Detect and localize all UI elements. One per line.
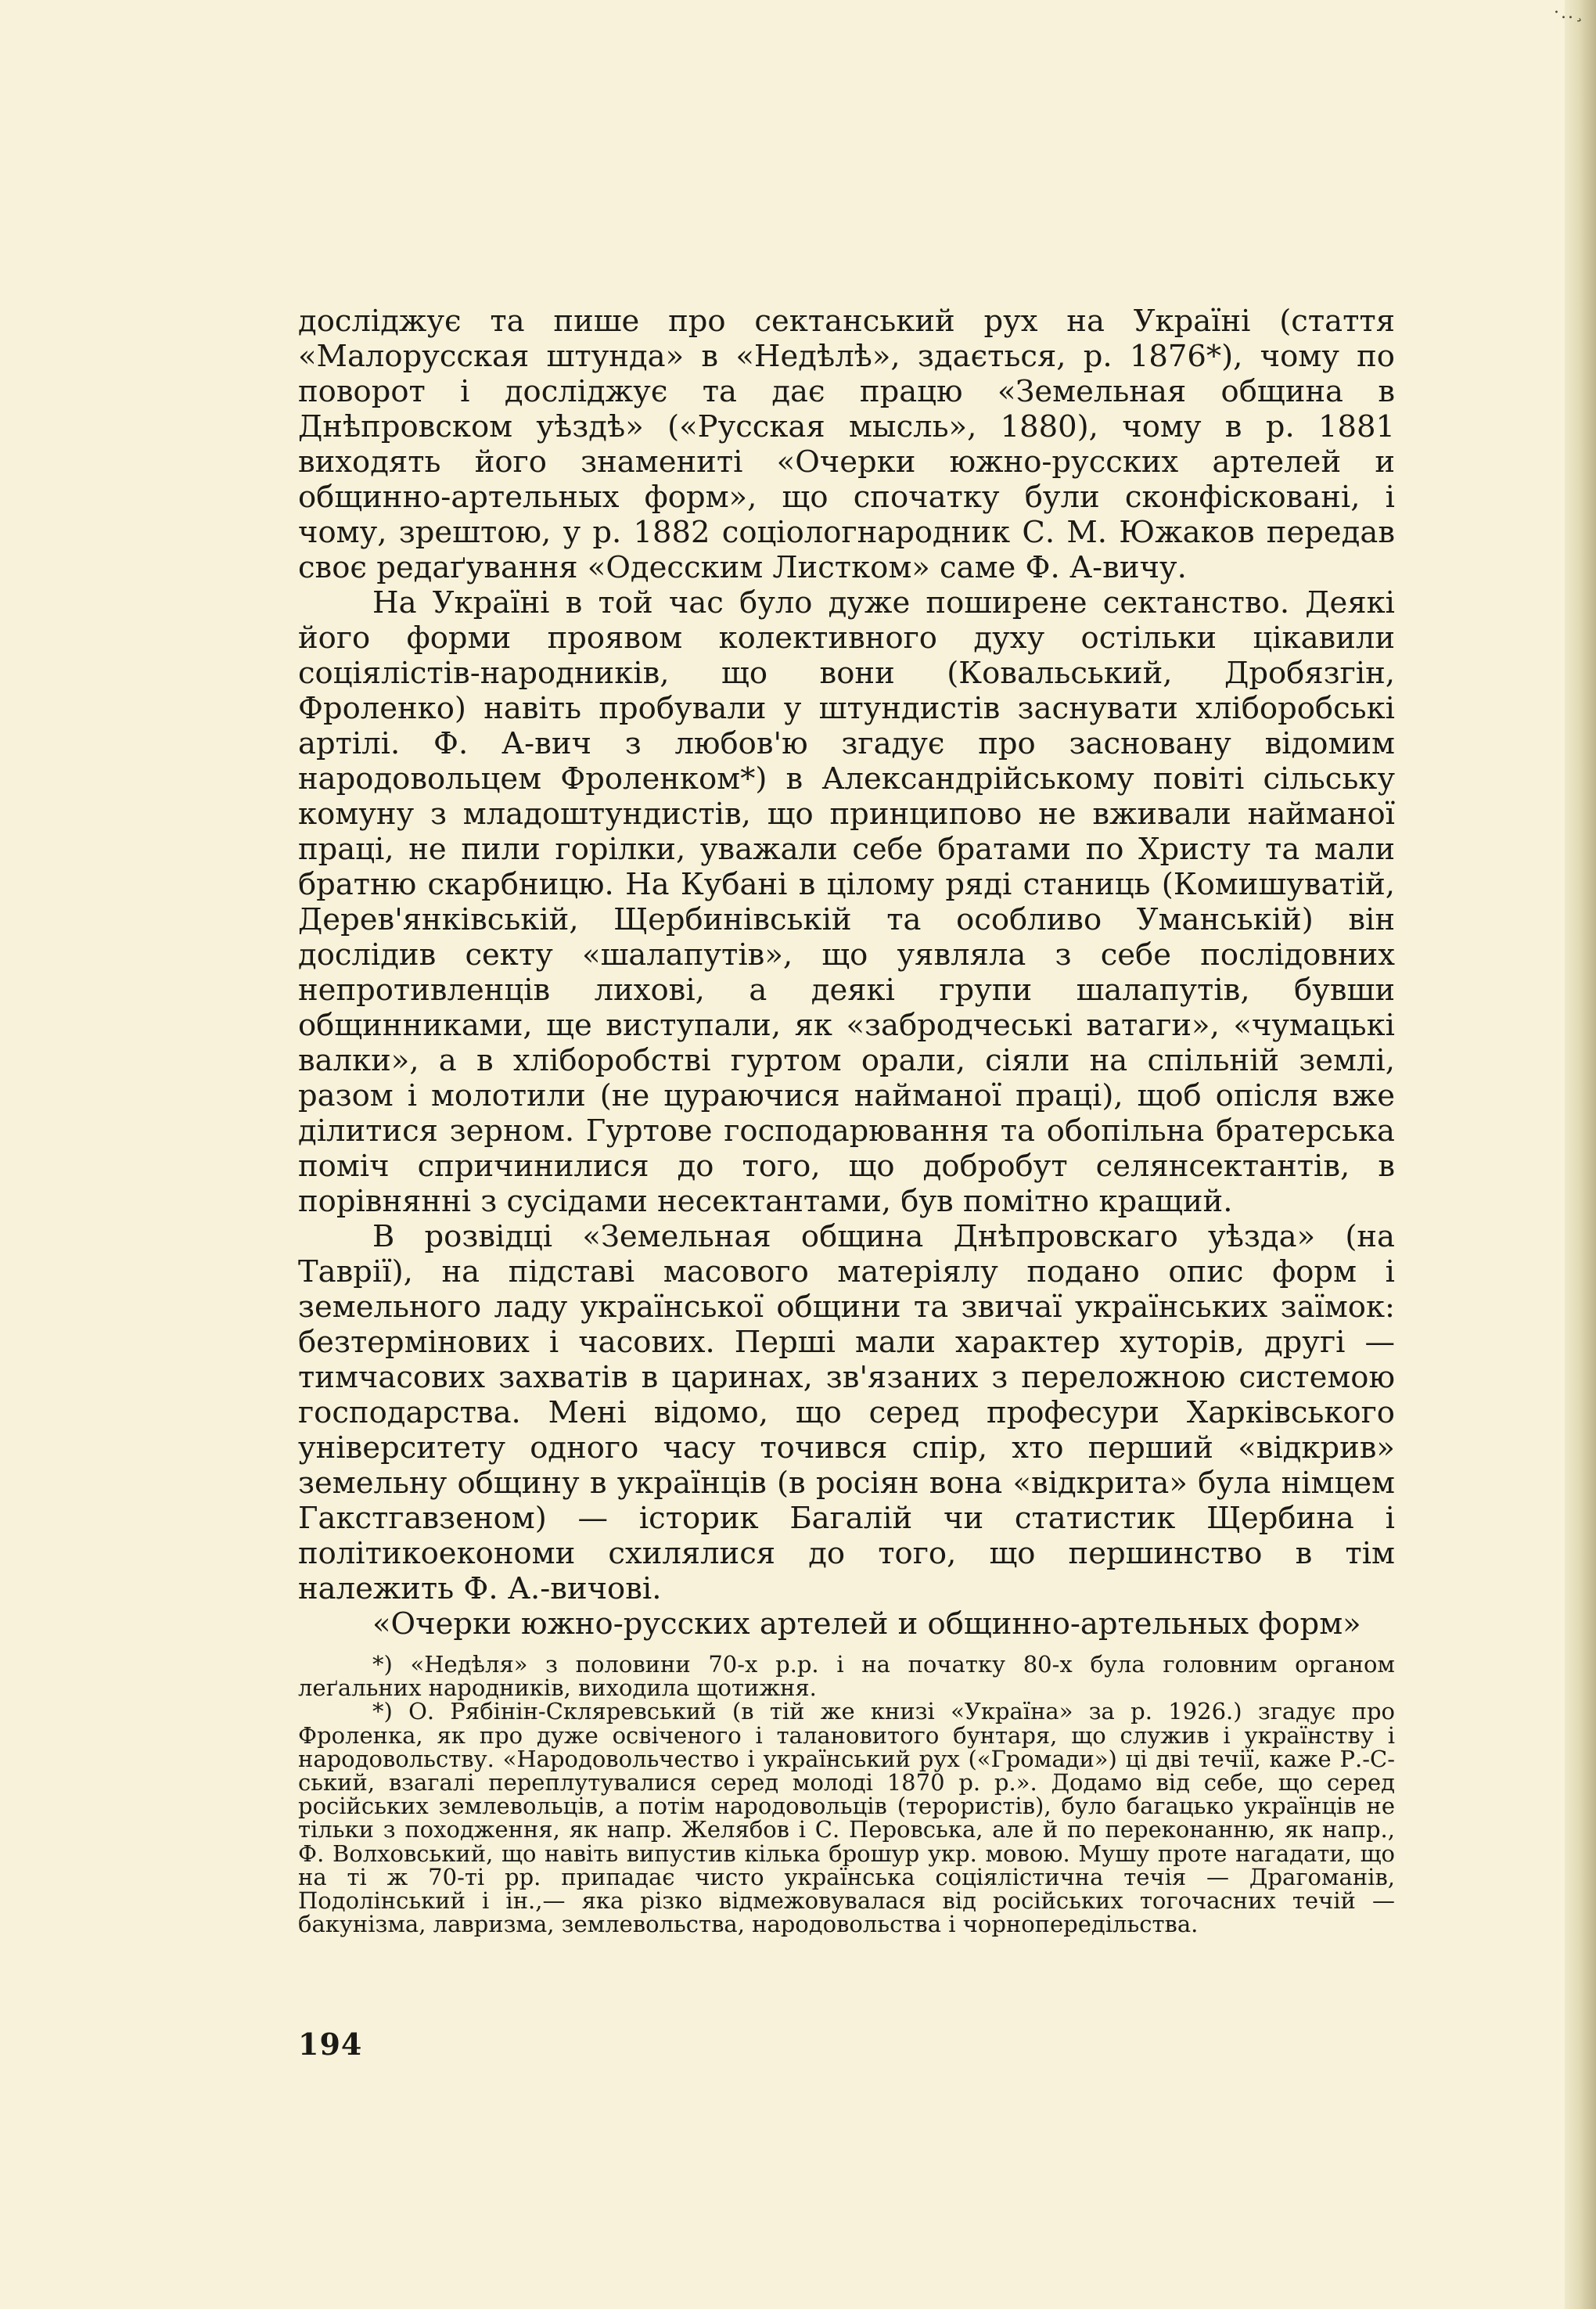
paragraph-ocherki: «Очерки южно-русских артелей и общинно-артельных форм» — [372, 1606, 1361, 1642]
corner-scan-mark: ·..¸ — [1554, 3, 1585, 23]
footnotes — [298, 1653, 1395, 1936]
paragraph-sectarianism: На Україні в той час було дуже поширене сектанство. Деякі його форми проявом колективного духу остільки цікавили соціялістів-народників, що вони (Ковальський, Дробязгін, Фроленко) навіть пробували у штундистів заснувати хліборобські артілі. Ф. А-вич з любов'ю згадує про засновану відомим народовольцем Фроленком*) в Александрійському повіті сільську комуну з младоштундистів, що принципово не вживали найманої праці, не пили горілки, уважали себе братами по Христу та мали братню скарбницю. На Кубані в цілому ряді станиць (Комишуватій, Дерев'янківській, Щербинівській та особливо Уманській) він дослідив секту «шалапутів», що уявляла з себе послідовних непротивленців лихові, а деякі групи шалапутів, бувши общинниками, ще виступали, як «забродчеські ватаги», «чумацькі валки», а в хліборобстві гуртом орали, сіяли на спільній землі, разом і молотили (не цураючися найманої праці), щоб опісля вже ділитися зерном. Гуртове господарювання та обопільна братерська поміч спричинилися до того, що добробут селянсектантів, в порівнянні з сусідами несектантами, був помітно кращий. — [298, 585, 1395, 1219]
paragraph-land-commune: В розвідці «Земельная община Днѣпровскаго уѣзда» (на Таврії), на підставі масового матеріялу подано опис форм і земельного ладу української общини та звичаї українських заїмок: безтермінових і часових. Перші мали характер хуторів, другі — тимчасових захватів в царинах, зв'язаних з переложною системою господарства. Мені відомо, що серед професури Харківського університету одного часу точився спір, хто перший «відкрив» земельну общину в українців (в росіян вона «відкрита» була німцем Гакстгавзеном) — історик Багалій чи статистик Щербина і політикоекономи схилялися до того, що першинство в тім належить Ф. А.-вичові. — [298, 1219, 1395, 1606]
page-edge-shadow — [1565, 0, 1596, 2309]
main-text — [298, 304, 1395, 1642]
page-number: 194 — [298, 2027, 363, 2062]
footnote-1: *) «Недѣля» з половини 70-х р.р. і на початку 80-х була головним органом леґальних народників, виходила щотижня. — [298, 1651, 1395, 1702]
text-block — [298, 304, 1395, 1936]
paragraph-continuation: досліджує та пише про сектанський рух на Україні (стаття «Малорусская штунда» в «Недѣлѣ», здається, р. 1876*), чому по поворот і досліджує та дає працю «Земельная община в Днѣпровском уѣздѣ» («Русская мысль», 1880), чому в р. 1881 виходять його знамениті «Очерки южно-русских артелей и общинно-артельных форм», що спочатку були сконфісковані, і чому, зрештою, у р. 1882 соціологнародник С. М. Южаков передав своє редаґування «Одесским Листком» саме Ф. А-вичу. — [298, 304, 1395, 585]
footnote-2: *) О. Рябінін-Скляревський (в тій же книзі «Україна» за р. 1926.) згадує про Фроленка, як про дуже освіченого і талановитого бунтаря, що служив і українству і народовольству. «Народовольчество і український рух («Громади») ці дві течії, каже Р.-С-ський, взагалі переплутувалися серед молоді 1870 р. р.». Додамо від себе, що серед російських землевольців, а потім народовольців (терористів), було багацько українців не тільки з походження, як напр. Желябов і С. Перовська, але й по переконанню, як напр., Ф. Волховський, що навіть випустив кілька брошур укр. мовою. Мушу проте нагадати, що на ті ж 70-ті рр. припадає чисто українська соціялістична течія — Драгоманів, Подолінський і ін.,— яка різко відмежовувалася від російських тогочасних течій — бакунізма, лавризма, землевольства, народовольства і чорнопередільства. — [298, 1698, 1395, 1938]
